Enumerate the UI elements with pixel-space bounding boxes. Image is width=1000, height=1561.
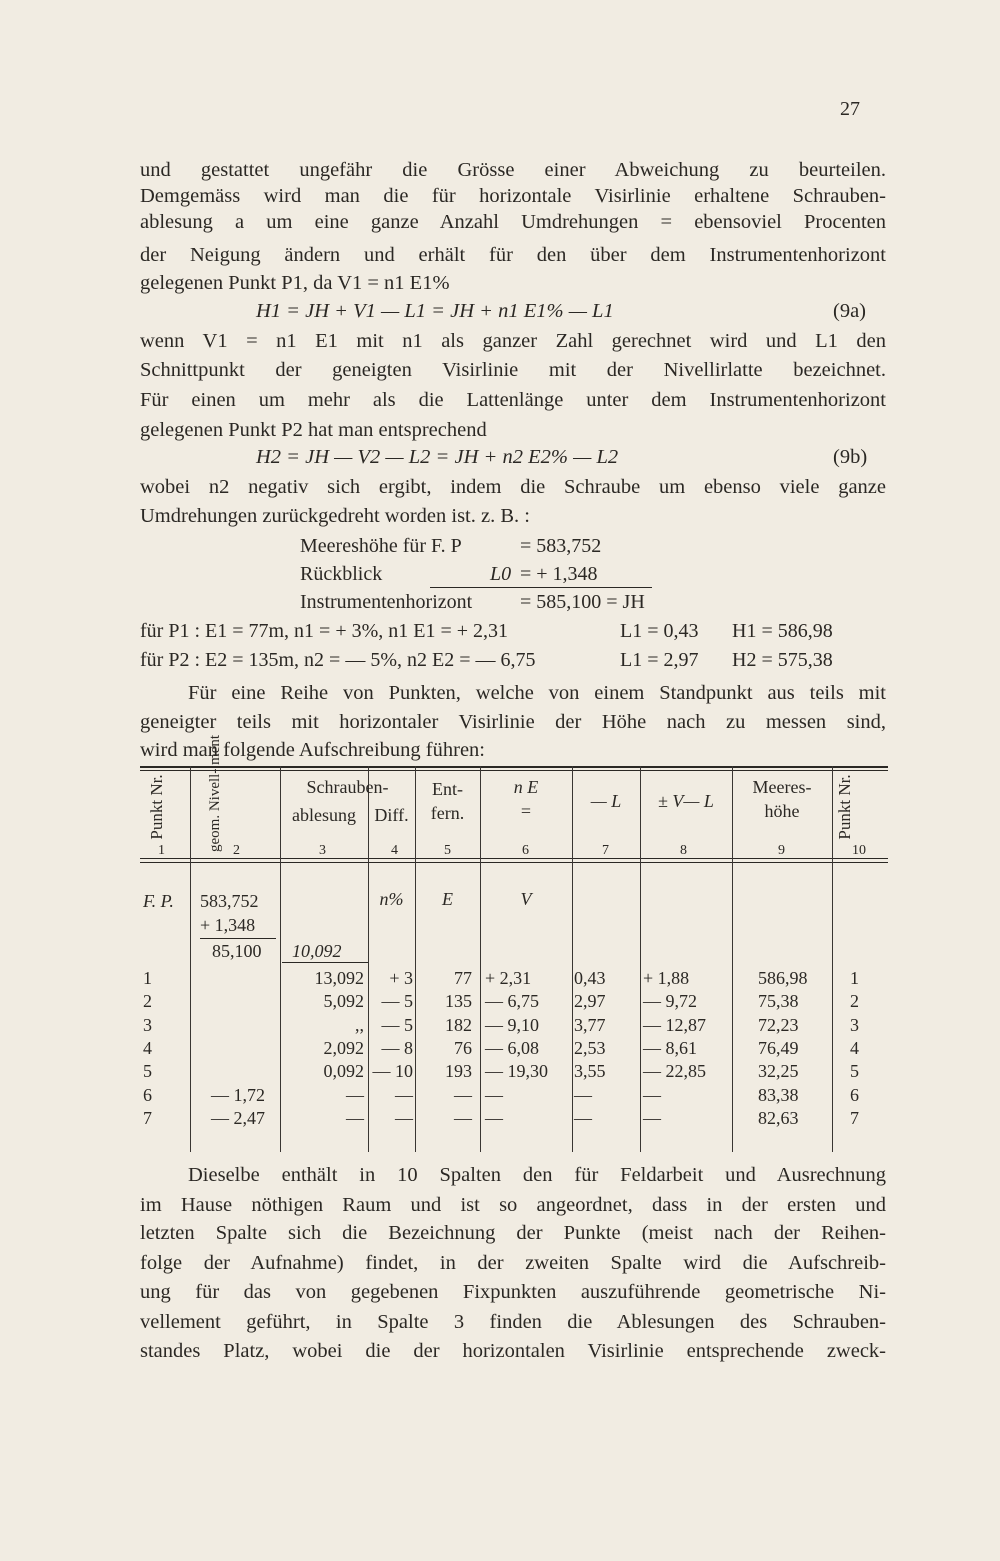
example-point-2: für P2 : E2 = 135m, n2 = — 5%, n2 E2 = — 6,75 <box>140 649 536 671</box>
row-point-number: 5 <box>143 1061 152 1082</box>
text-line: Dieselbe enthält in 10 Spalten den für Feldarbeit und Ausrechnung <box>188 1164 886 1186</box>
header-geom-nivellement: geom. Nivell- ment <box>207 734 223 852</box>
row-diff: — <box>395 1107 413 1128</box>
fp-ablesung-rule <box>282 962 368 963</box>
page-number: 27 <box>840 98 860 120</box>
header-meereshoehe: Meeres- <box>752 777 812 797</box>
row-height: 76,49 <box>758 1037 799 1058</box>
header-v-minus-l: ± V— L <box>658 791 714 811</box>
row-l: — <box>574 1107 592 1128</box>
example-label: Rückblick <box>300 563 383 585</box>
column-number: 5 <box>444 843 451 858</box>
header-meereshoehe: höhe <box>764 801 800 821</box>
header-ne-eq: = <box>520 801 532 821</box>
subhead-e: E <box>442 889 453 909</box>
row-ablesung: 0,092 <box>323 1061 364 1082</box>
column-divider <box>832 766 833 1152</box>
text-line: Demgemäss wird man die für horizontale Visirlinie erhaltene Schrauben- <box>140 185 886 207</box>
fp-ablesung: 10,092 <box>292 941 342 961</box>
row-l: 2,53 <box>574 1037 606 1058</box>
row-height: 32,25 <box>758 1061 799 1082</box>
row-distance: — <box>454 1084 472 1105</box>
row-l: — <box>574 1084 592 1105</box>
row-point-number: 6 <box>143 1084 152 1105</box>
example-label: Instrumentenhorizont <box>300 591 473 613</box>
example-value: = + 1,348 <box>520 563 598 585</box>
table-rule <box>140 862 888 863</box>
row-diff: — <box>395 1084 413 1105</box>
row-v: — <box>485 1107 503 1128</box>
row-v-minus-l: — 12,87 <box>643 1014 706 1035</box>
row-height: 75,38 <box>758 991 799 1012</box>
row-distance: 76 <box>454 1037 472 1058</box>
column-number: 10 <box>852 843 866 858</box>
row-v-minus-l: — 9,72 <box>643 991 697 1012</box>
text-line: und gestattet ungefähr die Grösse einer Abweichung zu beurteilen. <box>140 159 886 181</box>
column-number: 1 <box>158 843 165 858</box>
text-line: Schnittpunkt der geneigten Visirlinie mit der Nivellirlatte bezeichnet. <box>140 359 886 381</box>
subhead-n-percent: n% <box>379 889 404 909</box>
table-rule <box>140 766 888 768</box>
fp-label: F. P. <box>143 891 174 911</box>
row-l: 3,55 <box>574 1061 606 1082</box>
row-diff: + 3 <box>389 968 413 988</box>
row-point-number-right: 4 <box>850 1037 859 1058</box>
table-rule <box>140 858 888 859</box>
header-ne: n E <box>513 777 539 797</box>
row-height: 83,38 <box>758 1084 799 1105</box>
row-diff: — 10 <box>372 1061 413 1082</box>
header-diff: Diff. <box>374 805 409 825</box>
row-distance: 193 <box>445 1061 472 1082</box>
header-ablesung: ablesung <box>292 805 356 825</box>
row-v-minus-l: — 22,85 <box>643 1061 706 1082</box>
row-ablesung: ,, <box>355 1014 364 1035</box>
row-v-minus-l: — <box>643 1107 661 1128</box>
column-number: 9 <box>778 843 785 858</box>
text-line: wird man folgende Aufschreibung führen: <box>140 739 485 761</box>
text-line: ablesung a um eine ganze Anzahl Umdrehungen = ebensoviel Procenten <box>140 211 886 233</box>
example-point-2-l: L1 = 2,97 <box>620 649 699 671</box>
row-geom: — 1,72 <box>211 1084 265 1105</box>
example-symbol: L0 <box>490 563 512 585</box>
header-punkt-nr-right: Punkt Nr. <box>835 774 854 840</box>
row-ablesung: — <box>346 1107 364 1128</box>
row-point-number-right: 2 <box>850 991 859 1012</box>
row-point-number: 4 <box>143 1037 152 1058</box>
row-v: — 9,10 <box>485 1014 539 1035</box>
row-point-number-right: 1 <box>850 968 859 988</box>
row-point-number: 7 <box>143 1107 152 1128</box>
text-line: der Neigung ändern und erhält für den über dem Instrumentenhorizont <box>140 244 886 266</box>
header-minus-l: — L <box>590 791 622 811</box>
example-value: = 583,752 <box>520 535 602 557</box>
row-height: 586,98 <box>758 968 808 988</box>
header-entfern: fern. <box>430 803 465 823</box>
example-label: Meereshöhe für F. P <box>300 535 462 557</box>
row-diff: — 5 <box>381 1014 413 1035</box>
example-point-1-h: H1 = 586,98 <box>732 620 833 642</box>
row-ablesung: 13,092 <box>314 968 364 988</box>
text-line: vellement geführt, in Spalte 3 finden die Ablesungen des Schrauben- <box>140 1311 886 1333</box>
equation-9a: H1 = JH + V1 — L1 = JH + n1 E1% — L1 <box>256 300 614 322</box>
row-distance: — <box>454 1107 472 1128</box>
row-ablesung: 2,092 <box>323 1037 364 1058</box>
row-v: — 6,75 <box>485 991 539 1012</box>
column-number: 3 <box>319 843 326 858</box>
row-distance: 135 <box>445 991 472 1012</box>
row-v-minus-l: — 8,61 <box>643 1037 697 1058</box>
table-rule <box>140 770 888 771</box>
row-distance: 77 <box>454 968 472 988</box>
text-line: Für einen um mehr als die Lattenlänge unter dem Instrumentenhorizont <box>140 389 886 411</box>
row-geom: — 2,47 <box>211 1107 265 1128</box>
column-divider <box>190 766 191 1152</box>
column-number: 2 <box>233 843 240 858</box>
text-line: gelegenen Punkt P2 hat man entsprechend <box>140 419 487 441</box>
equation-number: (9b) <box>833 446 868 468</box>
row-l: 3,77 <box>574 1014 606 1035</box>
column-divider <box>732 766 733 1152</box>
row-distance: 182 <box>445 1014 472 1035</box>
text-line: gelegenen Punkt P1, da V1 = n1 E1% <box>140 272 450 294</box>
text-line: ung für das von gegebenen Fixpunkten auszuführende geometrische Ni- <box>140 1281 886 1303</box>
fp-rueckblick: + 1,348 <box>200 915 256 935</box>
row-v: + 2,31 <box>485 968 532 988</box>
header-entfern: Ent- <box>432 779 463 799</box>
row-diff: — 8 <box>381 1037 413 1058</box>
row-v: — 19,30 <box>485 1061 548 1082</box>
example-point-1-l: L1 = 0,43 <box>620 620 699 642</box>
column-number: 7 <box>602 843 609 858</box>
column-number: 8 <box>680 843 687 858</box>
row-diff: — 5 <box>381 991 413 1012</box>
example-value: = 585,100 = JH <box>520 591 645 613</box>
row-point-number-right: 5 <box>850 1061 859 1082</box>
text-line: standes Platz, wobei die der horizontalen Visirlinie entsprechende zweck- <box>140 1340 886 1362</box>
row-v: — <box>485 1084 503 1105</box>
fp-rule <box>200 938 276 939</box>
equation-number: (9a) <box>833 300 867 322</box>
row-point-number: 2 <box>143 991 152 1012</box>
row-v-minus-l: — <box>643 1084 661 1105</box>
header-schrauben: Schrauben- <box>306 777 389 797</box>
example-point-1: für P1 : E1 = 77m, n1 = + 3%, n1 E1 = + 2,31 <box>140 620 509 642</box>
example-point-2-h: H2 = 575,38 <box>732 649 833 671</box>
equation-9b: H2 = JH — V2 — L2 = JH + n2 E2% — L2 <box>256 446 619 468</box>
column-divider <box>572 766 573 1152</box>
text-line: Für eine Reihe von Punkten, welche von einem Standpunkt aus teils mit <box>188 682 886 704</box>
text-line: folge der Aufnahme) findet, in der zweiten Spalte wird die Aufschreib- <box>140 1252 886 1274</box>
text-line: wobei n2 negativ sich ergibt, indem die Schraube um ebenso viele ganze <box>140 476 886 498</box>
row-height: 82,63 <box>758 1107 799 1128</box>
header-punkt-nr: Punkt Nr. <box>147 774 166 840</box>
row-ablesung: — <box>346 1084 364 1105</box>
text-line: wenn V1 = n1 E1 mit n1 als ganzer Zahl gerechnet wird und L1 den <box>140 330 886 352</box>
text-line: letzten Spalte sich die Bezeichnung der Punkte (meist nach der Reihen- <box>140 1222 886 1244</box>
column-number: 6 <box>522 843 529 858</box>
row-point-number-right: 6 <box>850 1084 859 1105</box>
column-divider <box>480 766 481 1152</box>
row-point-number-right: 7 <box>850 1107 859 1128</box>
text-line: Umdrehungen zurückgedreht worden ist. z. B. : <box>140 505 530 527</box>
row-l: 0,43 <box>574 968 606 988</box>
fp-height: 583,752 <box>200 891 259 911</box>
text-line: im Hause nöthigen Raum und ist so angeordnet, dass in der ersten und <box>140 1194 886 1216</box>
row-v: — 6,08 <box>485 1037 539 1058</box>
text-line: geneigter teils mit horizontaler Visirlinie der Höhe nach zu messen sind, <box>140 711 886 733</box>
row-point-number-right: 3 <box>850 1014 859 1035</box>
row-point-number: 1 <box>143 968 152 988</box>
row-point-number: 3 <box>143 1014 152 1035</box>
column-divider <box>640 766 641 1152</box>
row-l: 2,97 <box>574 991 606 1012</box>
sum-rule <box>430 587 652 588</box>
subhead-v: V <box>520 889 532 909</box>
row-v-minus-l: + 1,88 <box>643 968 690 988</box>
row-height: 72,23 <box>758 1014 799 1035</box>
column-number: 4 <box>391 843 398 858</box>
fp-horizont: 85,100 <box>212 941 262 961</box>
row-ablesung: 5,092 <box>323 991 364 1012</box>
